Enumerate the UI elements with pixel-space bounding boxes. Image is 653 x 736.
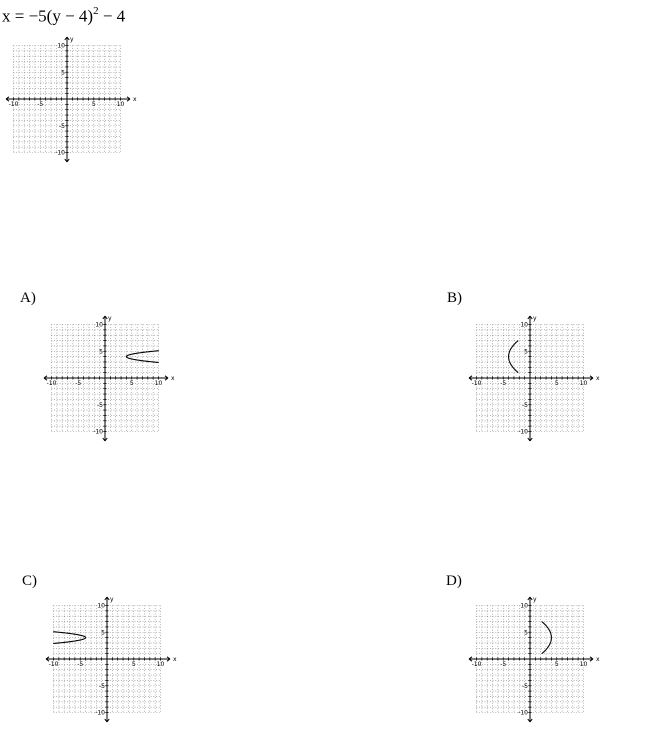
y-tick-label-neg10: -10	[55, 149, 65, 157]
x-tick-label-10: 10	[156, 661, 165, 668]
x-axis-label: x	[173, 656, 177, 663]
x-tick-label-neg10: -10	[48, 661, 59, 668]
choice-c-label[interactable]: C)	[22, 573, 37, 589]
x-tick-label-10: 10	[579, 380, 588, 387]
parabola-curve	[126, 351, 158, 363]
y-axis-label: y	[70, 36, 74, 43]
x-tick-label-neg10: -10	[471, 380, 482, 387]
x-tick-label-neg5: -5	[75, 380, 82, 387]
x-tick-label-neg10: -10	[471, 661, 482, 668]
x-tick-label-neg5: -5	[37, 101, 44, 108]
x-axis-label: x	[171, 375, 175, 382]
x-tick-label-5: 5	[91, 101, 96, 108]
y-tick-label-5: 5	[524, 348, 528, 356]
y-axis-label: y	[110, 596, 114, 603]
problem-graph	[5, 37, 135, 163]
x-tick-label-neg10: -10	[8, 101, 19, 108]
equation-exponent: 2	[93, 5, 99, 17]
y-tick-label-neg10: -10	[95, 709, 105, 717]
choice-a-graph[interactable]	[43, 316, 173, 442]
y-tick-label-5: 5	[101, 629, 105, 637]
problem-equation	[2, 6, 125, 27]
x-tick-label-neg10: -10	[46, 380, 57, 387]
x-tick-label-5: 5	[129, 380, 134, 387]
y-tick-label-neg5: -5	[522, 682, 528, 690]
choice-a-label[interactable]: A)	[20, 290, 36, 306]
parabola-curve	[509, 341, 519, 373]
x-tick-label-10: 10	[154, 380, 163, 387]
x-tick-label-5: 5	[554, 380, 559, 387]
y-tick-label-neg10: -10	[518, 709, 528, 717]
y-tick-label-5: 5	[99, 348, 103, 356]
y-tick-label-neg10: -10	[518, 428, 528, 436]
x-tick-label-5: 5	[554, 661, 559, 668]
y-tick-label-neg5: -5	[99, 682, 105, 690]
equation-main: x = −5(y − 4)	[2, 6, 94, 26]
y-tick-label-neg5: -5	[522, 401, 528, 409]
x-tick-label-10: 10	[116, 101, 125, 108]
choice-c-graph[interactable]	[45, 597, 175, 723]
x-axis-label: x	[596, 656, 600, 663]
y-axis-label: y	[108, 315, 112, 322]
y-tick-label-5: 5	[524, 629, 528, 637]
y-tick-label-10: 10	[57, 42, 65, 50]
choice-b-label[interactable]: B)	[447, 290, 462, 306]
choice-b-graph[interactable]	[468, 316, 598, 442]
choice-d-label[interactable]: D)	[446, 573, 462, 589]
x-tick-label-neg5: -5	[500, 380, 507, 387]
x-axis-label: x	[133, 96, 137, 103]
choice-d-graph[interactable]	[468, 597, 598, 723]
x-tick-label-neg5: -5	[77, 661, 84, 668]
x-tick-label-5: 5	[131, 661, 136, 668]
y-tick-label-neg5: -5	[59, 122, 65, 130]
x-tick-label-10: 10	[579, 661, 588, 668]
y-axis-label: y	[533, 315, 537, 322]
x-axis-label: x	[596, 375, 600, 382]
y-tick-label-10: 10	[520, 602, 528, 610]
y-tick-label-10: 10	[95, 321, 103, 329]
x-tick-label-neg5: -5	[500, 661, 507, 668]
y-tick-label-neg5: -5	[97, 401, 103, 409]
y-tick-label-5: 5	[61, 69, 65, 77]
y-tick-label-10: 10	[520, 321, 528, 329]
equation-tail: − 4	[98, 6, 126, 26]
y-axis-label: y	[533, 596, 537, 603]
y-tick-label-10: 10	[97, 602, 105, 610]
y-tick-label-neg10: -10	[93, 428, 103, 436]
